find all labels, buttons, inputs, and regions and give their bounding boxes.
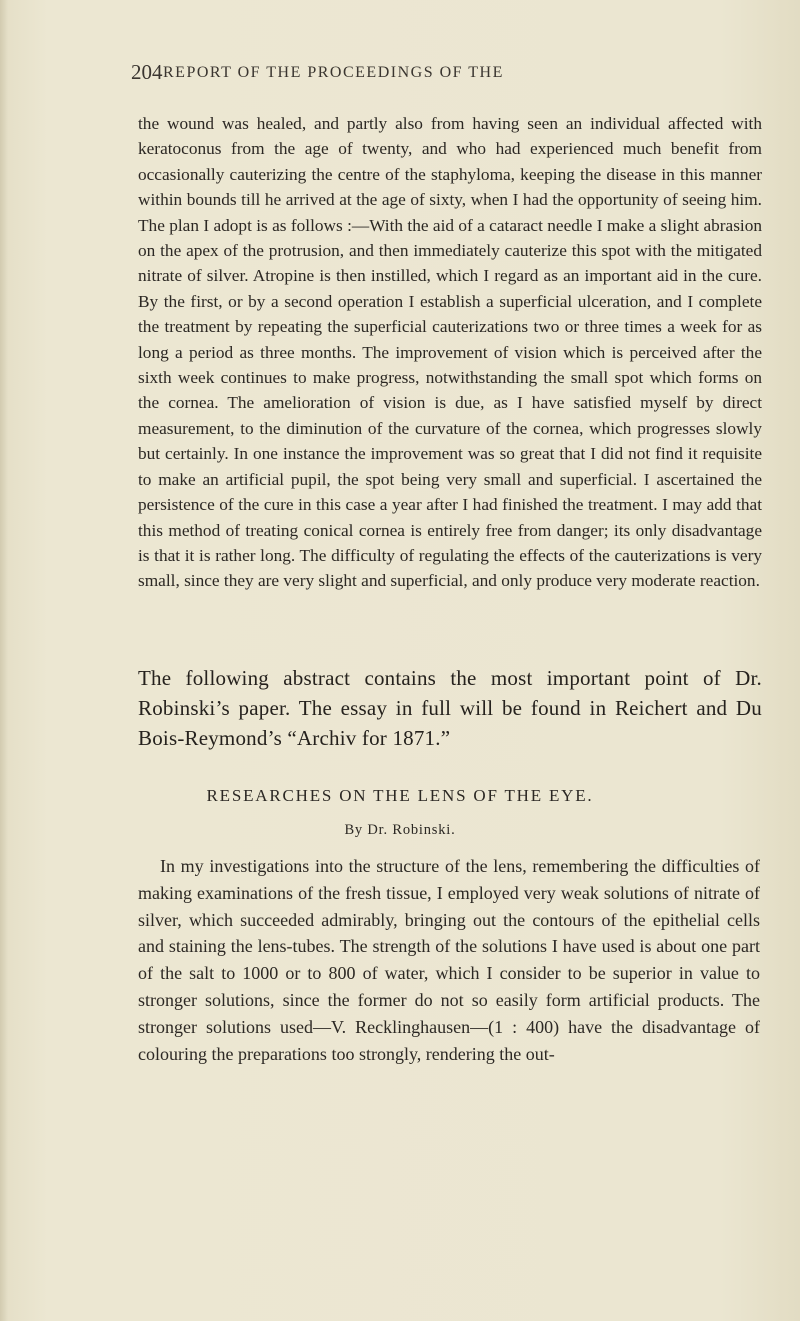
essay-paragraph: In my investigations into the structure of the lens, remembering the difficulties of making examinations of the fresh tissue, I employed very weak solutions of nitrate of silver, which succeeded admirably, bringing out the contours of the epithelial cells and staining the lens-tubes. The strength of the solutions I have used is about one part of the salt to 1000 or to 800 of water, which I consider to be superior in value to stronger solutions, since the former do not so easily form artificial products. The stronger solutions used—V. Recklinghausen—(1 : 400) have the disadvantage of colouring the preparations too strongly, rendering the out- — [138, 856, 760, 1064]
body-paragraph: the wound was healed, and partly also from having seen an individual affected with keratoconus from the age of twenty, and who had experienced much benefit from occasionally cauterizing the centre of the staphyloma, keeping the disease in this manner within bounds till he arrived at the age of sixty, when I had the opportunity of seeing him. The plan I adopt is as follows :—With the aid of a cataract needle I make a slight abrasion on the apex of the protrusion, and then immediately cauterize this spot with the mitigated nitrate of silver. Atropine is then instilled, which I regard as an important aid in the cure. By the first, or by a second operation I establish a superficial ulceration, and I complete the treatment by repeating the superficial cauterizations two or three times a week for as long a period as three months. The improvement of vision which is perceived after the sixth week continues to make progress, notwithstanding the small spot which forms on the cornea. The amelioration of vision is due, as I have satisfied myself by direct measurement, to the diminution of the curvature of the cornea, which progresses slowly but certainly. In one instance the improvement was so great that I did not find it requisite to make an artificial pupil, the spot being very small and superficial. I ascertained the persistence of the cure in this case a year after I had finished the treatment. I may add that this method of treating conical cornea is entirely free from danger; its only disadvantage is that it is rather long. The difficulty of regulating the effects of the cauterizations is very small, since they are very slight and superficial, and only produce very moderate reaction. — [138, 114, 762, 591]
page-number: 204 — [131, 60, 163, 84]
abstract-paragraph: The following abstract contains the most important point of Dr. Robinski’s paper. The essay in full will be found in Reichert and Du Bois-Reymond’s “Archiv for 1871.” — [138, 666, 762, 750]
body-text-block — [138, 111, 762, 594]
page-gutter-shadow — [0, 0, 8, 1321]
section-heading: RESEARCHES ON THE LENS OF THE EYE. — [206, 786, 594, 805]
abstract-note — [138, 663, 762, 753]
running-head: REPORT OF THE PROCEEDINGS OF THE — [163, 64, 504, 81]
author-byline: By Dr. Robinski. — [344, 822, 456, 838]
essay-text-block — [138, 853, 760, 1067]
